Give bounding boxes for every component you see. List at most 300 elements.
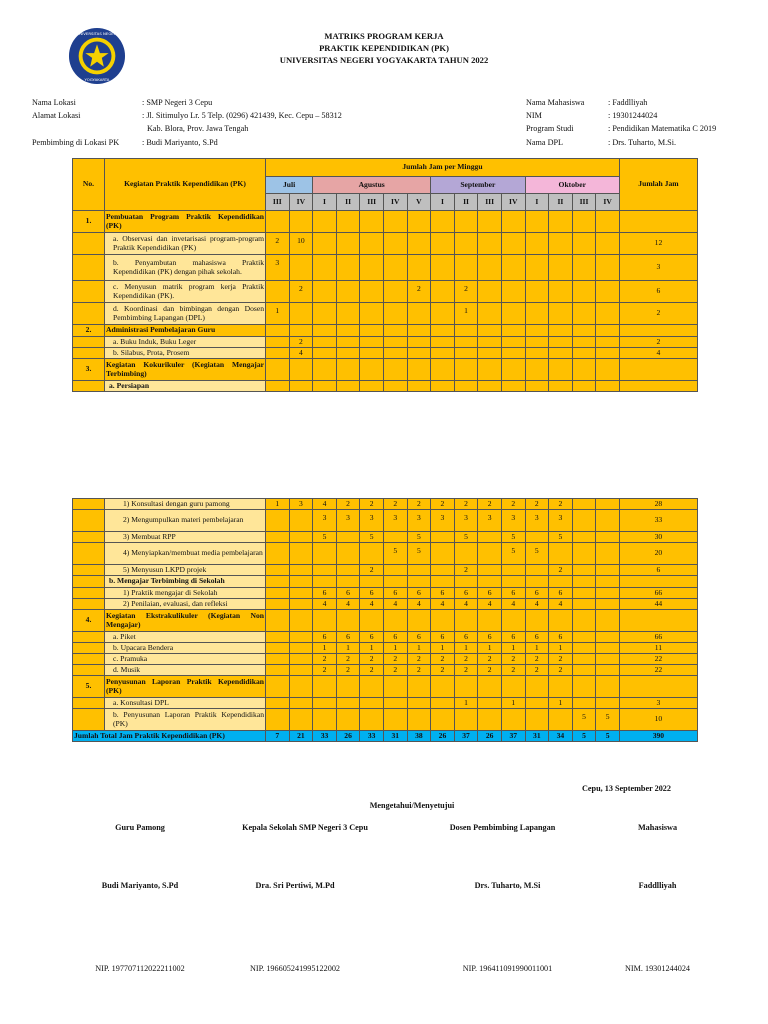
hour-cell: 2 <box>336 665 360 676</box>
hour-cell <box>596 325 620 337</box>
hour-cell <box>289 381 313 392</box>
hour-cell <box>596 576 620 588</box>
hour-cell <box>549 348 573 359</box>
hour-cell <box>525 325 549 337</box>
hour-cell: 6 <box>360 632 384 643</box>
hour-cell: 5 <box>383 543 407 565</box>
hour-cell <box>266 359 290 381</box>
activity-label: b. Mengajar Terbimbing di Sekolah <box>105 576 266 588</box>
hour-cell: 2 <box>454 654 478 665</box>
table-row <box>73 565 698 576</box>
row-total <box>619 610 697 632</box>
hour-cell <box>407 610 431 632</box>
hour-cell: 4 <box>407 599 431 610</box>
month-juli: Juli <box>266 177 313 194</box>
svg-text:UNIVERSITAS NEGERI: UNIVERSITAS NEGERI <box>76 31 118 37</box>
table-row <box>73 325 698 337</box>
hour-cell <box>549 337 573 348</box>
hour-cell: 4 <box>313 499 337 510</box>
total-cell: 21 <box>289 731 313 742</box>
hour-cell: 4 <box>454 599 478 610</box>
hour-cell <box>407 576 431 588</box>
hour-cell: 6 <box>431 588 455 599</box>
hour-cell <box>596 565 620 576</box>
hour-cell <box>289 654 313 665</box>
hour-cell <box>266 532 290 543</box>
total-cell: 37 <box>454 731 478 742</box>
hour-cell: 5 <box>501 543 525 565</box>
hour-cell <box>596 665 620 676</box>
hour-cell <box>596 676 620 698</box>
total-label: Jumlah Total Jam Praktik Kependidikan (PK) <box>73 731 266 742</box>
info-label: Alamat Lokasi <box>32 111 81 121</box>
hour-cell: 1 <box>549 698 573 709</box>
row-number <box>73 576 105 588</box>
hour-cell <box>313 381 337 392</box>
week-header: V <box>407 194 431 211</box>
hour-cell <box>313 281 337 303</box>
hour-cell <box>501 233 525 255</box>
hour-cell <box>572 599 596 610</box>
hour-cell <box>336 211 360 233</box>
hour-cell <box>478 610 502 632</box>
hour-cell <box>454 211 478 233</box>
hour-cell: 2 <box>478 665 502 676</box>
info-value: : Pendidikan Matematika C 2019 <box>608 124 717 134</box>
hour-cell <box>360 325 384 337</box>
hour-cell <box>431 359 455 381</box>
row-number: 3. <box>73 359 105 381</box>
hour-cell <box>525 211 549 233</box>
hour-cell <box>336 709 360 731</box>
row-number <box>73 510 105 532</box>
info-value: Kab. Blora, Prov. Jawa Tengah <box>147 124 249 134</box>
hour-cell <box>454 381 478 392</box>
hour-cell <box>549 303 573 325</box>
hour-cell: 2 <box>383 654 407 665</box>
row-total: 2 <box>619 303 697 325</box>
week-header: IV <box>596 194 620 211</box>
activity-label: a. Observasi dan invetarisasi program-program Praktik Kependidikan (PK) <box>105 233 266 255</box>
role-guru-pamong: Guru Pamong <box>115 823 165 832</box>
week-header: II <box>549 194 573 211</box>
hour-cell <box>289 211 313 233</box>
hour-cell <box>360 281 384 303</box>
hour-cell: 3 <box>383 510 407 532</box>
hour-cell <box>383 348 407 359</box>
hour-cell <box>289 588 313 599</box>
hour-cell <box>336 303 360 325</box>
hour-cell <box>336 532 360 543</box>
hour-cell <box>383 610 407 632</box>
hour-cell <box>525 337 549 348</box>
row-number <box>73 588 105 599</box>
hour-cell <box>549 281 573 303</box>
row-total: 6 <box>619 281 697 303</box>
hour-cell <box>266 676 290 698</box>
hour-cell <box>549 359 573 381</box>
activity-label: b. Penyambutan mahasiswa Praktik Kependidikan (PK) dengan pihak sekolah. <box>105 255 266 281</box>
info-left <box>32 96 342 149</box>
row-total: 11 <box>619 643 697 654</box>
hour-cell <box>572 255 596 281</box>
hour-cell: 3 <box>431 510 455 532</box>
hour-cell: 2 <box>266 233 290 255</box>
row-total <box>619 325 697 337</box>
hour-cell: 2 <box>313 665 337 676</box>
hour-cell: 1 <box>549 643 573 654</box>
month-agustus: Agustus <box>313 177 431 194</box>
hour-cell <box>454 337 478 348</box>
hour-cell: 2 <box>407 665 431 676</box>
hour-cell <box>454 348 478 359</box>
hour-cell <box>313 255 337 281</box>
hour-cell <box>431 281 455 303</box>
row-number <box>73 532 105 543</box>
hour-cell <box>431 543 455 565</box>
hour-cell <box>289 709 313 731</box>
hour-cell: 2 <box>454 565 478 576</box>
hour-cell <box>596 499 620 510</box>
hour-cell <box>572 698 596 709</box>
hour-cell <box>431 348 455 359</box>
activity-label: Administrasi Pembelajaran Guru <box>105 325 266 337</box>
hour-cell: 2 <box>289 281 313 303</box>
table-row <box>73 676 698 698</box>
hour-cell <box>572 588 596 599</box>
activity-label: 3) Membuat RPP <box>105 532 266 543</box>
header-jumlah-minggu: Jumlah Jam per Minggu <box>266 159 620 177</box>
hour-cell <box>572 359 596 381</box>
total-row <box>73 731 698 742</box>
row-total: 33 <box>619 510 697 532</box>
hour-cell <box>289 543 313 565</box>
hour-cell: 4 <box>431 599 455 610</box>
hour-cell <box>360 255 384 281</box>
hour-cell: 1 <box>383 643 407 654</box>
hour-cell <box>360 348 384 359</box>
row-total: 4 <box>619 348 697 359</box>
table-row <box>73 348 698 359</box>
hour-cell <box>478 211 502 233</box>
hour-cell <box>383 211 407 233</box>
hour-cell <box>289 359 313 381</box>
hour-cell <box>572 576 596 588</box>
activity-label: Penyusunan Laporan Praktik Kependidikan (PK) <box>105 676 266 698</box>
row-total: 3 <box>619 255 697 281</box>
hour-cell <box>596 588 620 599</box>
table-row <box>73 643 698 654</box>
hour-cell <box>336 381 360 392</box>
total-cell: 5 <box>572 731 596 742</box>
total-cell: 33 <box>313 731 337 742</box>
place-date: Cepu, 13 September 2022 <box>582 784 671 793</box>
total-cell: 7 <box>266 731 290 742</box>
hour-cell: 3 <box>313 510 337 532</box>
name-dpl: Drs. Tuharto, M.Si <box>474 881 541 890</box>
hour-cell <box>313 565 337 576</box>
hour-cell: 2 <box>501 665 525 676</box>
hour-cell <box>596 255 620 281</box>
hour-cell <box>383 359 407 381</box>
hour-cell <box>313 676 337 698</box>
week-header: I <box>431 194 455 211</box>
hour-cell <box>478 255 502 281</box>
hour-cell <box>431 610 455 632</box>
role-dpl: Dosen Pembimbing Lapangan <box>449 823 556 832</box>
row-number <box>73 348 105 359</box>
activity-label: Kegiatan Ekstrakulikuler (Kegiatan Non Mengajar) <box>105 610 266 632</box>
hour-cell: 3 <box>266 255 290 281</box>
hour-cell <box>478 709 502 731</box>
hour-cell: 2 <box>336 499 360 510</box>
hour-cell: 4 <box>549 599 573 610</box>
hour-cell <box>266 543 290 565</box>
table-row <box>73 359 698 381</box>
hour-cell <box>266 510 290 532</box>
row-number <box>73 255 105 281</box>
hour-cell <box>289 610 313 632</box>
hour-cell <box>596 610 620 632</box>
row-total: 3 <box>619 698 697 709</box>
table-row <box>73 303 698 325</box>
hour-cell <box>478 233 502 255</box>
hour-cell <box>313 610 337 632</box>
role-mahasiswa: Mahasiswa <box>637 823 678 832</box>
week-header: III <box>360 194 384 211</box>
hour-cell: 1 <box>407 643 431 654</box>
hour-cell: 2 <box>525 665 549 676</box>
hour-cell <box>596 643 620 654</box>
row-number: 2. <box>73 325 105 337</box>
hour-cell <box>336 359 360 381</box>
hour-cell <box>596 543 620 565</box>
hour-cell <box>501 255 525 281</box>
hour-cell: 1 <box>360 643 384 654</box>
info-label: Program Studi <box>526 124 574 134</box>
hour-cell <box>596 211 620 233</box>
hour-cell <box>266 348 290 359</box>
hour-cell: 2 <box>454 499 478 510</box>
hour-cell <box>360 337 384 348</box>
hour-cell: 2 <box>360 565 384 576</box>
hour-cell <box>454 255 478 281</box>
hour-cell <box>266 576 290 588</box>
hour-cell <box>313 325 337 337</box>
hour-cell: 2 <box>360 499 384 510</box>
hour-cell: 2 <box>549 665 573 676</box>
hour-cell <box>289 510 313 532</box>
hour-cell <box>596 348 620 359</box>
hour-cell <box>289 665 313 676</box>
hour-cell: 6 <box>336 632 360 643</box>
hour-cell <box>478 543 502 565</box>
info-value: : Faddlliyah <box>608 98 648 107</box>
hour-cell: 2 <box>407 654 431 665</box>
hour-cell: 2 <box>431 654 455 665</box>
hour-cell <box>525 610 549 632</box>
hour-cell <box>407 381 431 392</box>
table-row <box>73 337 698 348</box>
hour-cell: 1 <box>525 643 549 654</box>
hour-cell <box>596 337 620 348</box>
hour-cell <box>383 532 407 543</box>
hour-cell: 2 <box>501 499 525 510</box>
hour-cell: 2 <box>549 654 573 665</box>
hour-cell <box>525 698 549 709</box>
row-total: 22 <box>619 654 697 665</box>
hour-cell <box>501 348 525 359</box>
month-september: September <box>431 177 525 194</box>
hour-cell <box>596 303 620 325</box>
nip-guru-pamong: NIP. 197707112022211002 <box>95 964 185 973</box>
week-header: IV <box>289 194 313 211</box>
hour-cell <box>478 532 502 543</box>
hour-cell <box>478 381 502 392</box>
hour-cell <box>572 610 596 632</box>
document-subtitle: PRAKTIK KEPENDIDIKAN (PK) <box>319 43 449 53</box>
week-header: III <box>572 194 596 211</box>
hour-cell: 5 <box>407 532 431 543</box>
total-cell: 38 <box>407 731 431 742</box>
row-number: 1. <box>73 211 105 233</box>
hour-cell <box>383 281 407 303</box>
hour-cell <box>383 303 407 325</box>
table-row <box>73 281 698 303</box>
hour-cell <box>431 565 455 576</box>
hour-cell: 2 <box>525 654 549 665</box>
info-value: : Drs. Tuharto, M.Si. <box>608 137 677 147</box>
hour-cell <box>289 676 313 698</box>
hour-cell <box>313 576 337 588</box>
hour-cell <box>313 303 337 325</box>
hour-cell: 6 <box>431 632 455 643</box>
hour-cell: 3 <box>478 510 502 532</box>
hour-cell: 10 <box>289 233 313 255</box>
hour-cell <box>336 325 360 337</box>
table-row <box>73 654 698 665</box>
hour-cell <box>549 325 573 337</box>
hour-cell <box>525 255 549 281</box>
table-row <box>73 233 698 255</box>
activity-label: a. Piket <box>105 632 266 643</box>
hour-cell <box>266 698 290 709</box>
hour-cell <box>549 233 573 255</box>
activity-label: d. Koordinasi dan bimbingan dengan Dosen Pembimbing Lapangan (DPL) <box>105 303 266 325</box>
hour-cell <box>431 676 455 698</box>
total-cell: 34 <box>549 731 573 742</box>
hour-cell <box>313 359 337 381</box>
header-kegiatan: Kegiatan Praktik Kependidikan (PK) <box>105 159 266 211</box>
hour-cell <box>525 233 549 255</box>
hour-cell: 4 <box>313 599 337 610</box>
header-no: No. <box>73 159 105 211</box>
row-number <box>73 281 105 303</box>
hour-cell: 2 <box>407 499 431 510</box>
hour-cell: 2 <box>360 654 384 665</box>
row-total: 12 <box>619 233 697 255</box>
hour-cell <box>596 359 620 381</box>
hour-cell <box>360 233 384 255</box>
hour-cell <box>383 565 407 576</box>
hour-cell <box>501 281 525 303</box>
hour-cell <box>596 532 620 543</box>
activity-label: b. Upacara Bendera <box>105 643 266 654</box>
hour-cell <box>549 381 573 392</box>
hour-cell <box>383 233 407 255</box>
week-header: III <box>266 194 290 211</box>
info-label: Pembimbing di Lokasi PK <box>32 137 120 147</box>
hour-cell <box>360 709 384 731</box>
hour-cell <box>454 233 478 255</box>
hour-cell: 4 <box>336 599 360 610</box>
hour-cell <box>572 233 596 255</box>
hour-cell: 1 <box>336 643 360 654</box>
week-header: II <box>336 194 360 211</box>
hour-cell <box>431 532 455 543</box>
hour-cell <box>383 676 407 698</box>
hour-cell <box>572 211 596 233</box>
table-row <box>73 599 698 610</box>
hour-cell: 5 <box>549 532 573 543</box>
table-row <box>73 698 698 709</box>
hour-cell <box>360 698 384 709</box>
info-value: : Jl. Sitimulyo Lr. 5 Telp. (0296) 421439, Kec. Cepu – 58312 <box>142 111 342 121</box>
hour-cell: 5 <box>596 709 620 731</box>
hour-cell <box>383 576 407 588</box>
hour-cell <box>501 610 525 632</box>
hour-cell <box>407 676 431 698</box>
hour-cell <box>572 325 596 337</box>
hour-cell <box>383 698 407 709</box>
hour-cell <box>478 325 502 337</box>
name-guru-pamong: Budi Mariyanto, S.Pd <box>101 881 179 890</box>
info-value: : 19301244024 <box>608 111 658 121</box>
row-number <box>73 632 105 643</box>
document-title: MATRIKS PROGRAM KERJA <box>324 31 444 41</box>
hour-cell: 6 <box>525 588 549 599</box>
hour-cell <box>313 709 337 731</box>
hour-cell <box>266 643 290 654</box>
hour-cell <box>407 348 431 359</box>
hour-cell <box>478 576 502 588</box>
hour-cell: 6 <box>313 588 337 599</box>
hour-cell: 5 <box>313 532 337 543</box>
hour-cell: 6 <box>454 632 478 643</box>
hour-cell <box>313 211 337 233</box>
table-row <box>73 211 698 233</box>
hour-cell <box>289 576 313 588</box>
hour-cell: 3 <box>549 510 573 532</box>
hour-cell <box>266 654 290 665</box>
week-header: IV <box>501 194 525 211</box>
hour-cell: 2 <box>313 654 337 665</box>
hour-cell <box>266 610 290 632</box>
hour-cell: 6 <box>501 632 525 643</box>
activity-label: Kegiatan Kokurikuler (Kegiatan Mengajar Terbimbing) <box>105 359 266 381</box>
hour-cell <box>454 610 478 632</box>
row-total <box>619 676 697 698</box>
hour-cell: 4 <box>360 599 384 610</box>
hour-cell: 2 <box>501 654 525 665</box>
hour-cell <box>407 325 431 337</box>
row-total: 20 <box>619 543 697 565</box>
activity-label: 1) Konsultasi dengan guru pamong <box>105 499 266 510</box>
hour-cell <box>572 543 596 565</box>
total-cell: 31 <box>525 731 549 742</box>
hour-cell <box>313 698 337 709</box>
hour-cell: 1 <box>454 698 478 709</box>
